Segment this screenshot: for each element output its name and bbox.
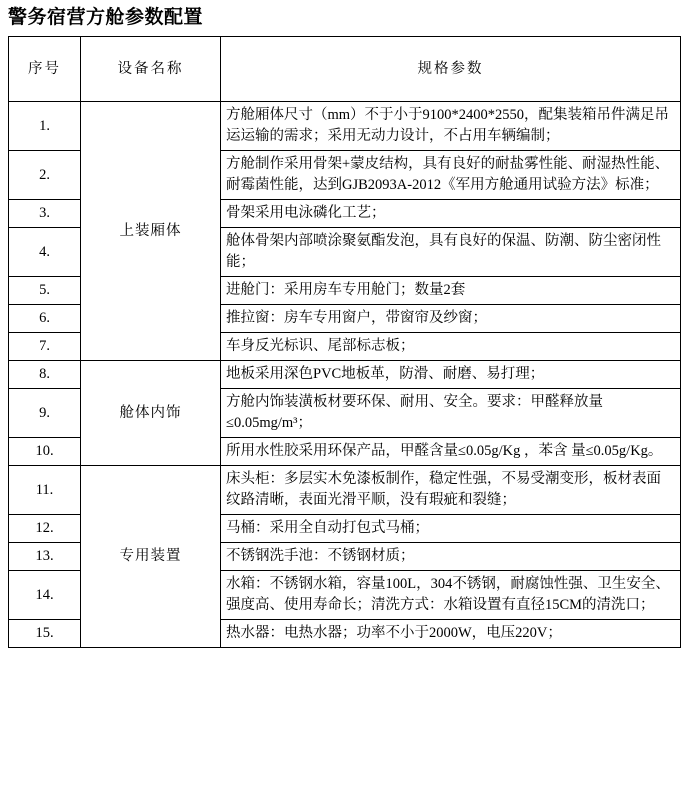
row-number: 2. xyxy=(9,151,81,200)
column-header-equipment-name: 设备名称 xyxy=(81,37,221,102)
equipment-group-name: 舱体内饰 xyxy=(81,361,221,466)
column-header-specification: 规格参数 xyxy=(221,37,681,102)
row-number: 6. xyxy=(9,305,81,333)
specification-text: 所用水性胶采用环保产品，甲醛含量≤0.05g/Kg ，苯含 量≤0.05g/Kg。 xyxy=(221,438,681,466)
row-number: 13. xyxy=(9,543,81,571)
row-number: 14. xyxy=(9,571,81,620)
table-header xyxy=(9,37,681,102)
table-header-row xyxy=(9,37,681,102)
row-number: 4. xyxy=(9,228,81,277)
row-number: 3. xyxy=(9,200,81,228)
specification-text: 方舱厢体尺寸（mm）不于小于9100*2400*2550，配集装箱吊件满足吊运运输的需求；采用无动力设计，不占用车辆编制； xyxy=(221,102,681,151)
equipment-group-name: 专用装置 xyxy=(81,466,221,648)
table-row xyxy=(9,466,681,515)
specification-text: 车身反光标识、尾部标志板； xyxy=(221,333,681,361)
specification-text: 方舱内饰装潢板材要环保、耐用、安全。要求：甲醛释放量≤0.05mg/m³； xyxy=(221,389,681,438)
specification-text: 进舱门：采用房车专用舱门；数量2套 xyxy=(221,277,681,305)
row-number: 11. xyxy=(9,466,81,515)
row-number: 9. xyxy=(9,389,81,438)
specification-text: 推拉窗：房车专用窗户，带窗帘及纱窗； xyxy=(221,305,681,333)
row-number: 12. xyxy=(9,515,81,543)
specification-text: 不锈钢洗手池：不锈钢材质； xyxy=(221,543,681,571)
column-header-no: 序号 xyxy=(9,37,81,102)
row-number: 5. xyxy=(9,277,81,305)
row-number: 15. xyxy=(9,620,81,648)
specification-text: 马桶：采用全自动打包式马桶； xyxy=(221,515,681,543)
row-number: 10. xyxy=(9,438,81,466)
specification-text: 舱体骨架内部喷涂聚氨酯发泡，具有良好的保温、防潮、防尘密闭性能； xyxy=(221,228,681,277)
spec-table xyxy=(8,36,681,648)
page-title: 警务宿营方舱参数配置 xyxy=(8,7,204,28)
specification-text: 水箱：不锈钢水箱，容量100L，304不锈钢，耐腐蚀性强、卫生安全、强度高、使用寿命长；清洗方式：水箱设置有直径15CM的清洗口； xyxy=(221,571,681,620)
specification-text: 方舱制作采用骨架+蒙皮结构，具有良好的耐盐雾性能、耐湿热性能、耐霉菌性能，达到GJB2093A-2012《军用方舱通用试验方法》标准； xyxy=(221,151,681,200)
table-row xyxy=(9,102,681,151)
specification-text: 地板采用深色PVC地板革，防滑、耐磨、易打理； xyxy=(221,361,681,389)
specification-text: 床头柜：多层实木免漆板制作，稳定性强，不易受潮变形，板材表面纹路清晰，表面光滑平顺，没有瑕疵和裂缝； xyxy=(221,466,681,515)
specification-text: 骨架采用电泳磷化工艺； xyxy=(221,200,681,228)
specification-text: 热水器：电热水器；功率不小于2000W，电压220V； xyxy=(221,620,681,648)
equipment-group-name: 上装厢体 xyxy=(81,102,221,361)
row-number: 1. xyxy=(9,102,81,151)
row-number: 8. xyxy=(9,361,81,389)
table-body xyxy=(9,102,681,648)
row-number: 7. xyxy=(9,333,81,361)
table-row xyxy=(9,361,681,389)
